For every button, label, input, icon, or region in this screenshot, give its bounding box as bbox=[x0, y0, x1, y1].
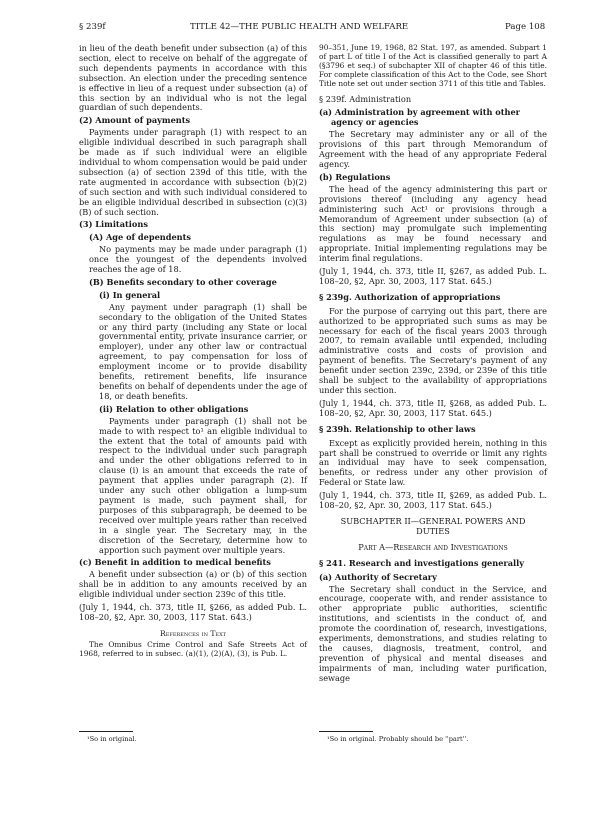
footnote-left bbox=[79, 731, 307, 743]
header-page-number: Page 108 bbox=[505, 22, 546, 32]
paragraph: Payments under paragraph (1) shall not be made to with respect to¹ an eligible individual to the extent that the total of amounts paid with respect to the individual under such paragraph and under the other obligations referred to in clause (i) is an amount that exceeds the rate of payment that applies under paragraph (2). If under any such other obligation a lump-sum payment is made, such payment shall, for purposes of this subparagraph, be deemed to be received over multiple years rather than received in a single year. The Secretary may, in the discretion of the Secretary, determine how to apportion such payment over multiple years. bbox=[99, 415, 307, 555]
source-citation: (July 1, 1944, ch. 373, title II, §268, as added Pub. L. 108–20, §2, Apr. 30, 2003, 117 Stat. 645.) bbox=[319, 397, 547, 418]
section-heading: § 239h. Relationship to other laws bbox=[319, 423, 476, 434]
right-column bbox=[319, 44, 547, 684]
subparagraph-heading: (A) Age of dependents bbox=[89, 232, 192, 243]
footnote-right bbox=[319, 731, 547, 743]
left-column bbox=[79, 44, 307, 659]
subsection-heading: (2) Amount of payments bbox=[79, 115, 191, 126]
section-heading: § 241. Research and investigations generally bbox=[319, 557, 525, 568]
subsection-heading: (b) Regulations bbox=[319, 171, 391, 182]
paragraph: The Secretary may administer any or all of the provisions of this part through Memorandum of Agreement with the head of any appropriate Federal agency. bbox=[319, 129, 547, 169]
source-citation: (July 1, 1944, ch. 373, title II, §266, as added Pub. L. 108–20, §2, Apr. 30, 2003, 117 Stat. 643.) bbox=[79, 602, 307, 622]
source-citation: (July 1, 1944, ch. 373, title II, §267, as added Pub. L. 108–20, §2, Apr. 30, 2003, 117 Stat. 645.) bbox=[319, 266, 547, 286]
subsection-heading: (c) Benefit in addition to medical benefits bbox=[79, 557, 271, 568]
paragraph: in lieu of the death benefit under subsection (a) of this section, elect to receive on behalf of the aggregate of such dependents payments in accordance with this subsection. An election under the preceding sentence is effective in lieu of a request under subsection (a) of this section by an individual who is not the legal guardian of such dependents. bbox=[79, 43, 307, 113]
subsection-heading: (a) Administration by agreement with other agency or agencies bbox=[319, 107, 520, 128]
footnote-rule bbox=[79, 731, 133, 732]
paragraph: Except as explicitly provided herein, nothing in this part shall be construed to override or limit any rights an individual may have to seek compensation, benefits, or redress under any other provision of Federal or State law. bbox=[319, 437, 547, 488]
paragraph: For the purpose of carrying out this part, there are authorized to be appropriated such sums as may be necessary for each of the fiscal years 2003 through 2007, to remain available until expended, including administrative costs and costs of provision and payment of benefits. The Secretary's payment of any benefit under section 239c, 239d, or 239e of this title shall be subject to the availability of appropriations under this section. bbox=[319, 305, 547, 395]
paragraph: The head of the agency administering this part or provisions thereof (including any agency head administering such Act¹ or provisions through a Memorandum of Agreement under subsection (a) of this section) may promulgate such implementing regulations as may be found necessary and appropriate. Initial implementing regulations may be interim final regulations. bbox=[319, 183, 547, 264]
subsection-heading: (a) Authority of Secretary bbox=[319, 571, 437, 582]
paragraph: Payments under paragraph (1) with respect to an eligible individual described in such paragraph shall be made as if such individual were an eligible individual to whom compensation would be paid under subsection (a) of section 239d of this title, with the rate augmented in accordance with subsection (b)(2) of such section and with such individual considered to be an eligible individual described in subsection (c)(3)(B) of such section. bbox=[79, 127, 307, 217]
clause-heading: (ii) Relation to other obligations bbox=[99, 403, 249, 414]
subsection-heading: (3) Limitations bbox=[79, 219, 148, 230]
header-title: TITLE 42—THE PUBLIC HEALTH AND WELFARE bbox=[190, 22, 409, 32]
source-citation: (July 1, 1944, ch. 373, title II, §269, as added Pub. L. 108–20, §2, Apr. 30, 2003, 117 Stat. 645.) bbox=[319, 490, 547, 511]
paragraph: No payments may be made under paragraph (1) once the youngest of the dependents involved reaches the age of 18. bbox=[89, 244, 307, 275]
footnote-text: ¹So in original. bbox=[87, 735, 137, 743]
subchapter-heading: SUBCHAPTER II—GENERAL POWERS AND DUTIES bbox=[340, 515, 526, 536]
paragraph: The Secretary shall conduct in the Service, and encourage, cooperate with, and render assistance to other appropriate public authorities, scientific institutions, and scientists in the conduct of, and promote the coordination of, research, investigations, experiments, demonstrations, and studies relating to the causes, diagnosis, treatment, control, and prevention of physical and mental diseases and impairments of man, including water purification, sewage bbox=[319, 583, 547, 683]
section-heading: § 239f. Administration bbox=[319, 93, 412, 104]
note-paragraph: 90–351, June 19, 1968, 82 Stat. 197, as amended. Subpart 1 of part L of title I of the Act is classified generally to part A (§3796 et seq.) of subchapter XII of chapter 46 of this title. For complete classification of this Act to the Code, see Short Title note set out under section 3711 of this title and Tables. bbox=[319, 43, 547, 88]
note-paragraph: The Omnibus Crime Control and Safe Streets Act of 1968, referred to in subsec. (a)(1), (2)(A), (3), is Pub. L. bbox=[79, 639, 307, 658]
part-heading: Part A—Research and Investigations bbox=[358, 541, 508, 552]
section-heading: § 239g. Authorization of appropriations bbox=[319, 291, 501, 302]
paragraph: A benefit under subsection (a) or (b) of this section shall be in addition to any amounts received by an eligible individual under section 239c of this title. bbox=[79, 569, 307, 600]
footnote-rule bbox=[319, 731, 373, 732]
notes-heading: References in Text bbox=[160, 628, 226, 638]
clause-heading: (i) In general bbox=[99, 289, 161, 300]
header-section-number: § 239f bbox=[79, 22, 106, 32]
paragraph: Any payment under paragraph (1) shall be secondary to the obligation of the United States or any third party (including any State or local governmental entity, private insurance carrier, or employer), under any other law or contractual agreement, to pay compensation for loss of employment income or to provide disability benefits, retirement benefits, life insurance benefits on behalf of dependents under the age of 18, or death benefits. bbox=[99, 301, 307, 401]
subparagraph-heading: (B) Benefits secondary to other coverage bbox=[89, 276, 277, 287]
footnote-text: ¹So in original. Probably should be ''part''. bbox=[327, 735, 469, 743]
